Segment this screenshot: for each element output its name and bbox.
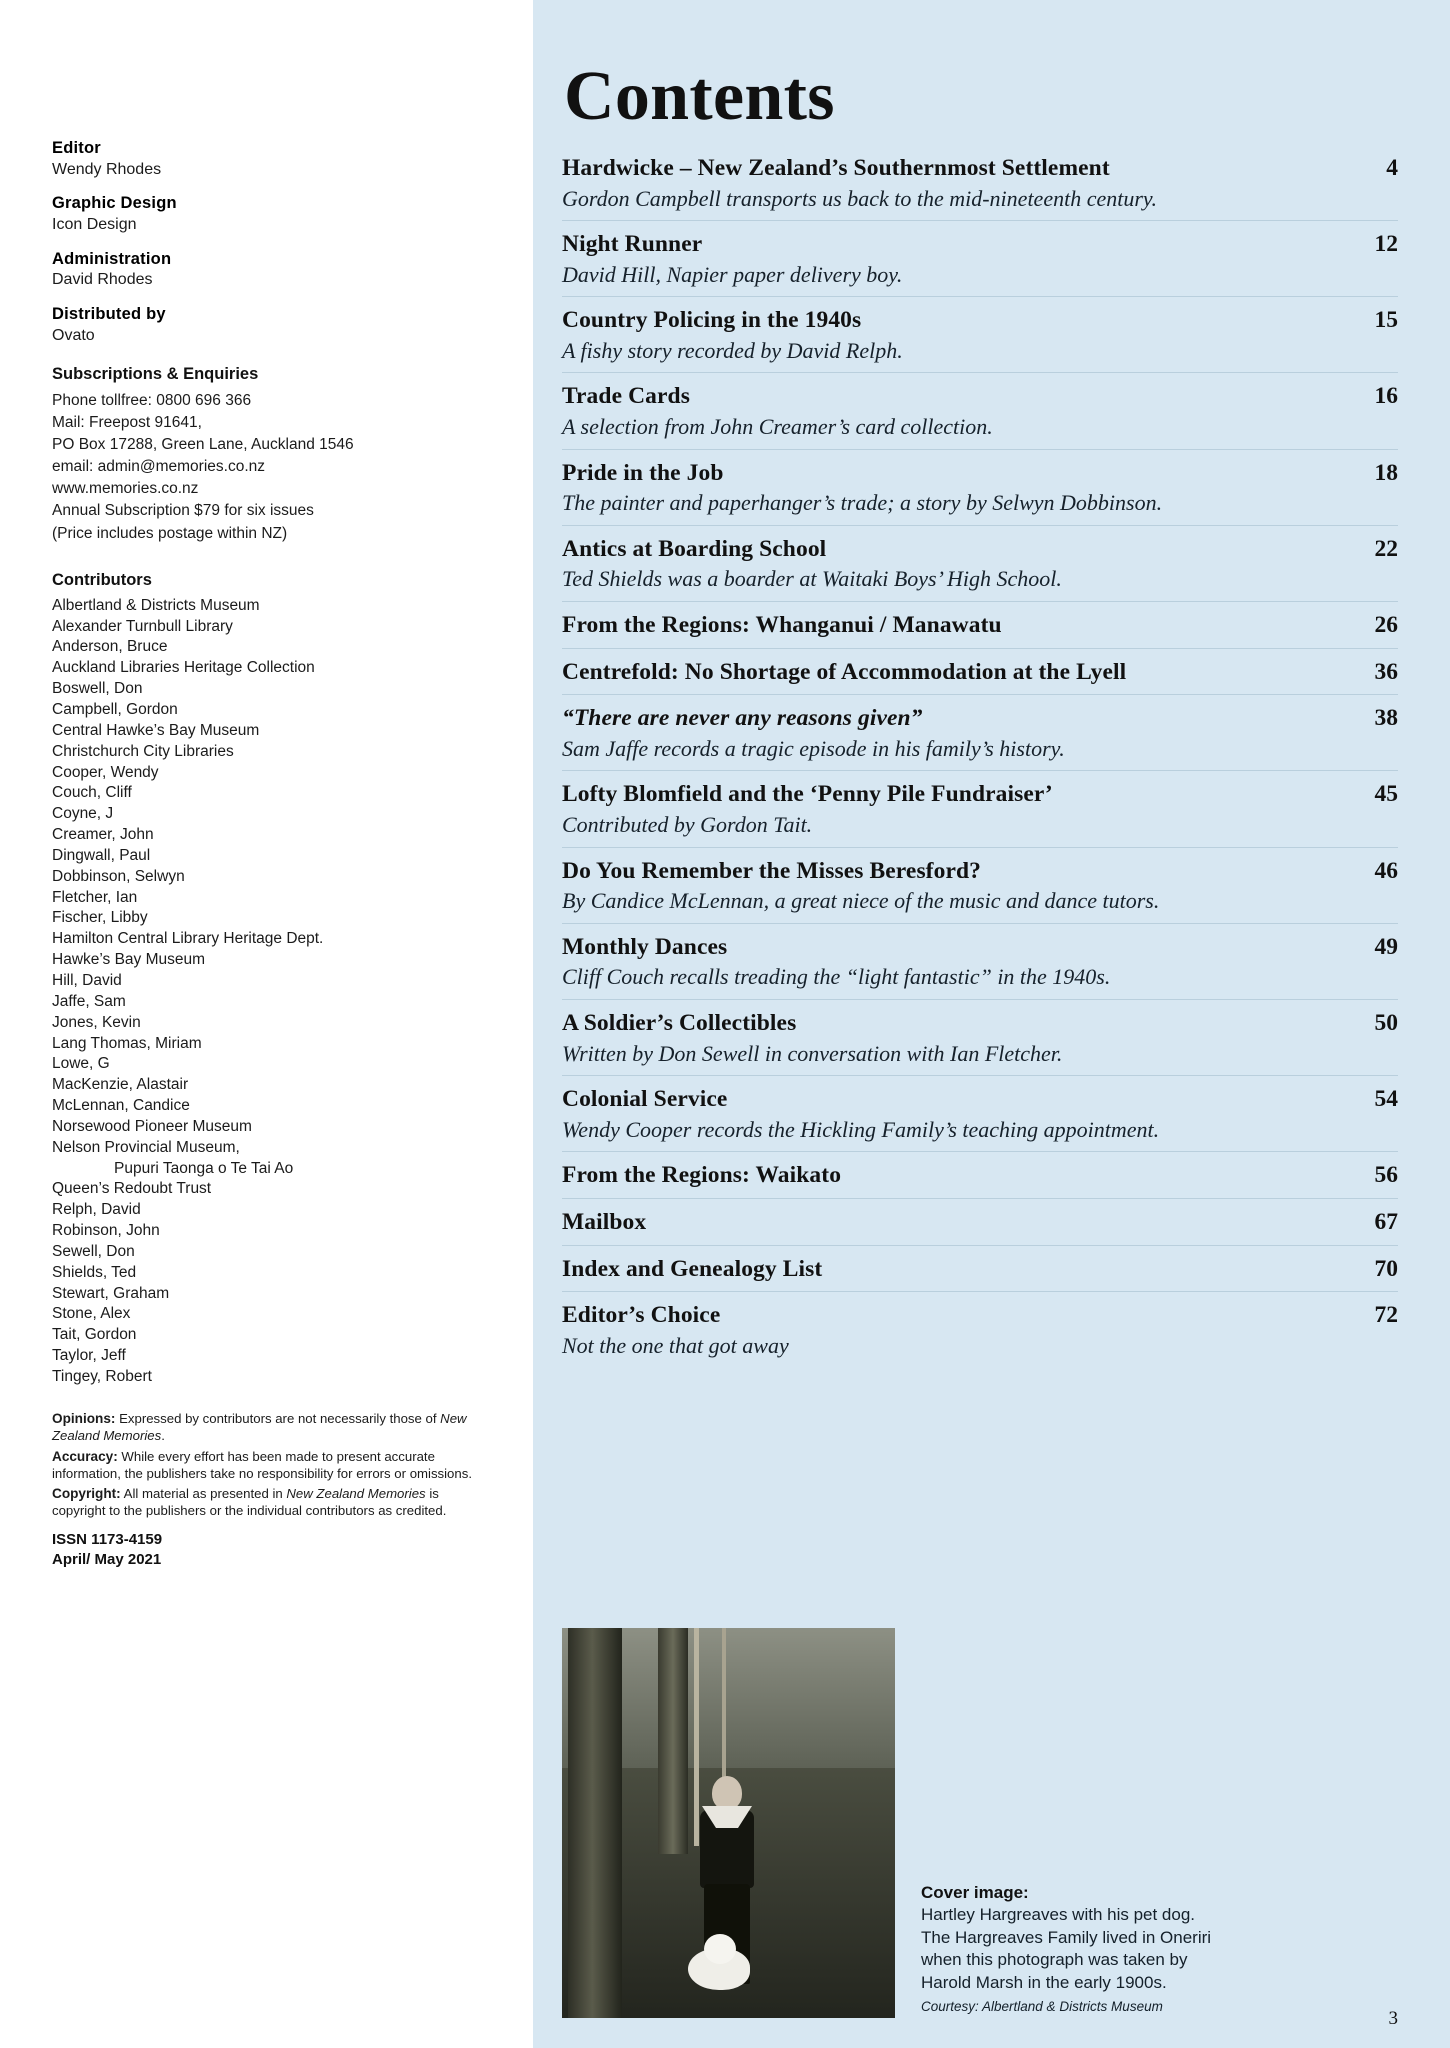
toc-row: [562, 382, 1398, 411]
toc-entry[interactable]: [562, 525, 1398, 601]
list-item: Hawke’s Bay Museum: [52, 951, 206, 969]
toc-entry[interactable]: [562, 1151, 1398, 1198]
list-item: Tingey, Robert: [52, 1368, 152, 1385]
subscriptions-section: [52, 365, 491, 545]
list-item: Campbell, Gordon: [52, 701, 178, 718]
toc-entry[interactable]: [562, 847, 1398, 923]
list-item: Couch, Cliff: [52, 784, 132, 802]
subscription-website: www.memories.co.nz: [52, 480, 199, 498]
credit-block: [52, 249, 491, 291]
toc-row: [562, 1208, 1398, 1237]
subscription-email: email: admin@memories.co.nz: [52, 458, 265, 476]
toc-row: [562, 230, 1398, 259]
toc-row: [562, 1255, 1398, 1284]
toc-title: From the Regions: Whanganui / Manawatu: [562, 611, 1002, 638]
toc-page-number: 12: [1374, 231, 1398, 258]
toc-row: [562, 658, 1398, 687]
toc-entry[interactable]: [562, 1291, 1398, 1367]
cover-photograph: [562, 1628, 895, 2018]
list-item: Fischer, Libby: [52, 909, 148, 927]
toc-entry[interactable]: [562, 372, 1398, 448]
notice-label: Accuracy:: [52, 1448, 118, 1464]
toc-page-number: 18: [1374, 459, 1398, 486]
notice-text: While every effort has been made to present accurate information, the publishers take no responsibility for errors or omissions.: [52, 1448, 472, 1481]
toc-title: From the Regions: Waikato: [562, 1162, 842, 1189]
toc-page-number: 36: [1374, 658, 1398, 685]
toc-entry[interactable]: [562, 220, 1398, 296]
toc-subtitle: By Candice McLennan, a great niece of the music and dance tutors.: [562, 888, 1160, 914]
toc-entry[interactable]: [562, 601, 1398, 648]
list-item: Fletcher, Ian: [52, 888, 138, 906]
list-item: Central Hawke’s Bay Museum: [52, 721, 260, 739]
credit-name: Ovato: [52, 326, 95, 344]
subscriptions-heading: Subscriptions & Enquiries: [52, 364, 259, 383]
issn-line: ISSN 1173-4159: [52, 1531, 163, 1549]
list-item: Cooper, Wendy: [52, 763, 159, 781]
list-item: Taylor, Jeff: [52, 1347, 126, 1365]
contributors-list: [52, 596, 491, 1388]
toc-page-number: 46: [1374, 857, 1398, 884]
list-item: Albertland & Districts Museum: [52, 596, 260, 614]
list-item: Dingwall, Paul: [52, 846, 151, 864]
legal-notices: [52, 1410, 491, 1571]
list-item: Pupuri Taonga o Te Tai Ao: [114, 1159, 294, 1177]
toc-page-number: 38: [1374, 705, 1398, 732]
notice-italic: New Zealand Memories: [286, 1486, 426, 1502]
list-item: Nelson Provincial Museum,: [52, 1138, 240, 1156]
credit-name: David Rhodes: [52, 271, 153, 289]
toc-page-number: 50: [1374, 1009, 1398, 1036]
list-item: Sewell, Don: [52, 1242, 135, 1260]
issue-date: April/ May 2021: [52, 1551, 162, 1569]
toc-row: [562, 306, 1398, 335]
list-item: Stone, Alex: [52, 1305, 131, 1323]
toc-entry[interactable]: [562, 770, 1398, 846]
toc-title: A Soldier’s Collectibles: [562, 1009, 797, 1036]
notice-italic: New Zealand Memories: [52, 1410, 467, 1443]
contents-panel: [533, 0, 1450, 2048]
toc-page-number: 54: [1374, 1086, 1398, 1113]
toc-title: Do You Remember the Misses Beresford?: [562, 857, 982, 884]
toc-row: [562, 1085, 1398, 1114]
cover-courtesy-credit: Courtesy: Albertland & Districts Museum: [921, 1999, 1163, 2014]
toc-subtitle: Ted Shields was a boarder at Waitaki Boys’ High School.: [562, 566, 1062, 592]
toc-title: Monthly Dances: [562, 933, 728, 960]
toc-entry[interactable]: [562, 296, 1398, 372]
list-item: Dobbinson, Selwyn: [52, 867, 185, 885]
toc-subtitle: Written by Don Sewell in conversation with Ian Fletcher.: [562, 1040, 1063, 1066]
list-item: MacKenzie, Alastair: [52, 1076, 189, 1094]
toc-title: Pride in the Job: [562, 459, 724, 486]
credit-block: [52, 193, 491, 235]
subscription-line: Annual Subscription $79 for six issues: [52, 502, 314, 520]
toc-title: Night Runner: [562, 231, 703, 258]
list-item: Auckland Libraries Heritage Collection: [52, 659, 315, 677]
list-item: Stewart, Graham: [52, 1284, 170, 1302]
toc-subtitle: Wendy Cooper records the Hickling Family’s teaching appointment.: [562, 1116, 1160, 1142]
list-item: Coyne, J: [52, 805, 114, 823]
toc-page-number: 70: [1374, 1255, 1398, 1282]
credit-role: Distributed by: [52, 305, 166, 324]
toc-page-number: 45: [1374, 781, 1398, 808]
toc-subtitle: Not the one that got away: [562, 1332, 789, 1358]
list-item: Creamer, John: [52, 826, 154, 844]
toc-row: [562, 780, 1398, 809]
credit-name: Wendy Rhodes: [52, 160, 162, 178]
list-item: Hamilton Central Library Heritage Dept.: [52, 930, 324, 948]
list-item: Lowe, G: [52, 1055, 110, 1073]
notice-copyright: [52, 1485, 491, 1520]
toc-title: Editor’s Choice: [562, 1302, 721, 1329]
list-item: Alexander Turnbull Library: [52, 617, 233, 635]
credit-name: Icon Design: [52, 216, 137, 234]
toc-subtitle: A fishy story recorded by David Relph.: [562, 337, 903, 363]
credit-role: Administration: [52, 249, 172, 268]
notice-accuracy: [52, 1448, 491, 1483]
list-item: McLennan, Candice: [52, 1097, 190, 1115]
list-item: Shields, Ted: [52, 1263, 137, 1281]
toc-title: Colonial Service: [562, 1086, 728, 1113]
toc-subtitle: Gordon Campbell transports us back to the mid-nineteenth century.: [562, 185, 1157, 211]
list-item: Queen’s Redoubt Trust: [52, 1180, 212, 1198]
toc-page-number: 22: [1374, 535, 1398, 562]
subscription-line: Mail: Freepost 91641,: [52, 413, 202, 431]
cover-caption-line: Hartley Hargreaves with his pet dog.: [921, 1904, 1196, 1924]
toc-subtitle: The painter and paperhanger’s trade; a story by Selwyn Dobbinson.: [562, 490, 1163, 516]
cover-caption-line: when this photograph was taken by: [921, 1950, 1188, 1970]
boy-head: [712, 1776, 742, 1810]
toc-title: Hardwicke – New Zealand’s Southernmost Settlement: [562, 155, 1110, 181]
toc-row: [562, 857, 1398, 886]
cover-caption-line: Harold Marsh in the early 1900s.: [921, 1973, 1167, 1993]
toc-row: [562, 154, 1398, 183]
dog-figure: [680, 1934, 758, 1996]
toc-page-number: 16: [1374, 383, 1398, 410]
folio-page-number: 3: [1388, 2008, 1398, 2029]
toc-row: [562, 1161, 1398, 1190]
toc-entry[interactable]: [562, 999, 1398, 1075]
toc-entry[interactable]: [562, 694, 1398, 770]
credit-role: Graphic Design: [52, 194, 177, 213]
notice-label: Opinions:: [52, 1410, 116, 1426]
toc-page-number: 67: [1374, 1208, 1398, 1235]
list-item: Anderson, Bruce: [52, 638, 168, 656]
toc-title: Mailbox: [562, 1208, 647, 1235]
toc-page-number: 15: [1374, 307, 1398, 334]
contributors-heading: Contributors: [52, 570, 152, 589]
cover-caption-heading: Cover image:: [921, 1882, 1029, 1902]
toc-title: Trade Cards: [562, 383, 690, 410]
table-of-contents: [562, 154, 1398, 1367]
toc-title: Antics at Boarding School: [562, 535, 827, 562]
toc-entry[interactable]: [562, 1245, 1398, 1292]
toc-subtitle: David Hill, Napier paper delivery boy.: [562, 261, 903, 287]
toc-page-number: 4: [1386, 155, 1398, 181]
toc-entry[interactable]: [562, 1198, 1398, 1245]
page-title: Contents: [564, 58, 835, 135]
toc-subtitle: A selection from John Creamer’s card collection.: [562, 414, 993, 440]
toc-page-number: 26: [1374, 611, 1398, 638]
list-item: Jones, Kevin: [52, 1013, 141, 1031]
toc-row: [562, 704, 1398, 733]
toc-title: Index and Genealogy List: [562, 1255, 823, 1282]
notice-text: All material as presented in: [120, 1486, 287, 1502]
toc-row: [562, 535, 1398, 564]
notice-tail: is copyright to the publishers or the individual contributors as credited.: [52, 1486, 447, 1519]
tree-trunk-left: [568, 1628, 622, 2018]
toc-row: [562, 933, 1398, 962]
toc-entry[interactable]: [562, 154, 1398, 220]
toc-entry[interactable]: [562, 923, 1398, 999]
subscription-line: PO Box 17288, Green Lane, Auckland 1546: [52, 436, 354, 453]
dog-head: [704, 1934, 736, 1964]
toc-entry[interactable]: [562, 1075, 1398, 1151]
notice-text: Expressed by contributors are not necessarily those of: [115, 1410, 441, 1426]
toc-title: Centrefold: No Shortage of Accommodation at the Lyell: [562, 658, 1127, 685]
cover-caption-line: The Hargreaves Family lived in Oneriri: [921, 1927, 1212, 1947]
toc-title: Country Policing in the 1940s: [562, 307, 862, 334]
notice-label: Copyright:: [52, 1486, 121, 1502]
notice-opinions: [52, 1410, 491, 1445]
toc-row: [562, 611, 1398, 640]
toc-row: [562, 459, 1398, 488]
toc-subtitle: Cliff Couch recalls treading the “light fantastic” in the 1940s.: [562, 964, 1111, 990]
masthead-credits: [52, 138, 491, 347]
toc-page-number: 56: [1374, 1162, 1398, 1189]
toc-row: [562, 1009, 1398, 1038]
cover-caption: [921, 1883, 1398, 2018]
toc-entry[interactable]: [562, 648, 1398, 695]
toc-title: “There are never any reasons given”: [562, 705, 923, 732]
toc-entry[interactable]: [562, 449, 1398, 525]
list-item: Jaffe, Sam: [52, 992, 126, 1010]
masthead-column: [0, 0, 533, 2048]
credit-block: [52, 304, 491, 346]
toc-page-number: 72: [1374, 1302, 1398, 1329]
list-item: Christchurch City Libraries: [52, 742, 234, 760]
toc-page-number: 49: [1374, 933, 1398, 960]
subscription-line: (Price includes postage within NZ): [52, 524, 288, 542]
list-item: Robinson, John: [52, 1222, 160, 1240]
credit-role: Editor: [52, 139, 101, 157]
list-item: Boswell, Don: [52, 680, 143, 698]
list-item: Norsewood Pioneer Museum: [52, 1117, 252, 1135]
cover-image-section: [562, 1628, 1398, 2018]
toc-subtitle: Sam Jaffe records a tragic episode in his family’s history.: [562, 735, 1065, 761]
credit-block: [52, 138, 491, 180]
tree-trunk-middle: [658, 1628, 688, 1854]
list-item: Lang Thomas, Miriam: [52, 1034, 202, 1052]
list-item: Hill, David: [52, 971, 122, 989]
toc-subtitle: Contributed by Gordon Tait.: [562, 812, 813, 838]
list-item: Tait, Gordon: [52, 1326, 137, 1344]
toc-row: [562, 1301, 1398, 1330]
subscription-line: Phone tollfree: 0800 696 366: [52, 391, 252, 409]
contributors-section: [52, 571, 491, 1388]
notice-tail: .: [161, 1427, 165, 1443]
list-item: Relph, David: [52, 1201, 141, 1219]
toc-title: Lofty Blomfield and the ‘Penny Pile Fundraiser’: [562, 781, 1053, 808]
